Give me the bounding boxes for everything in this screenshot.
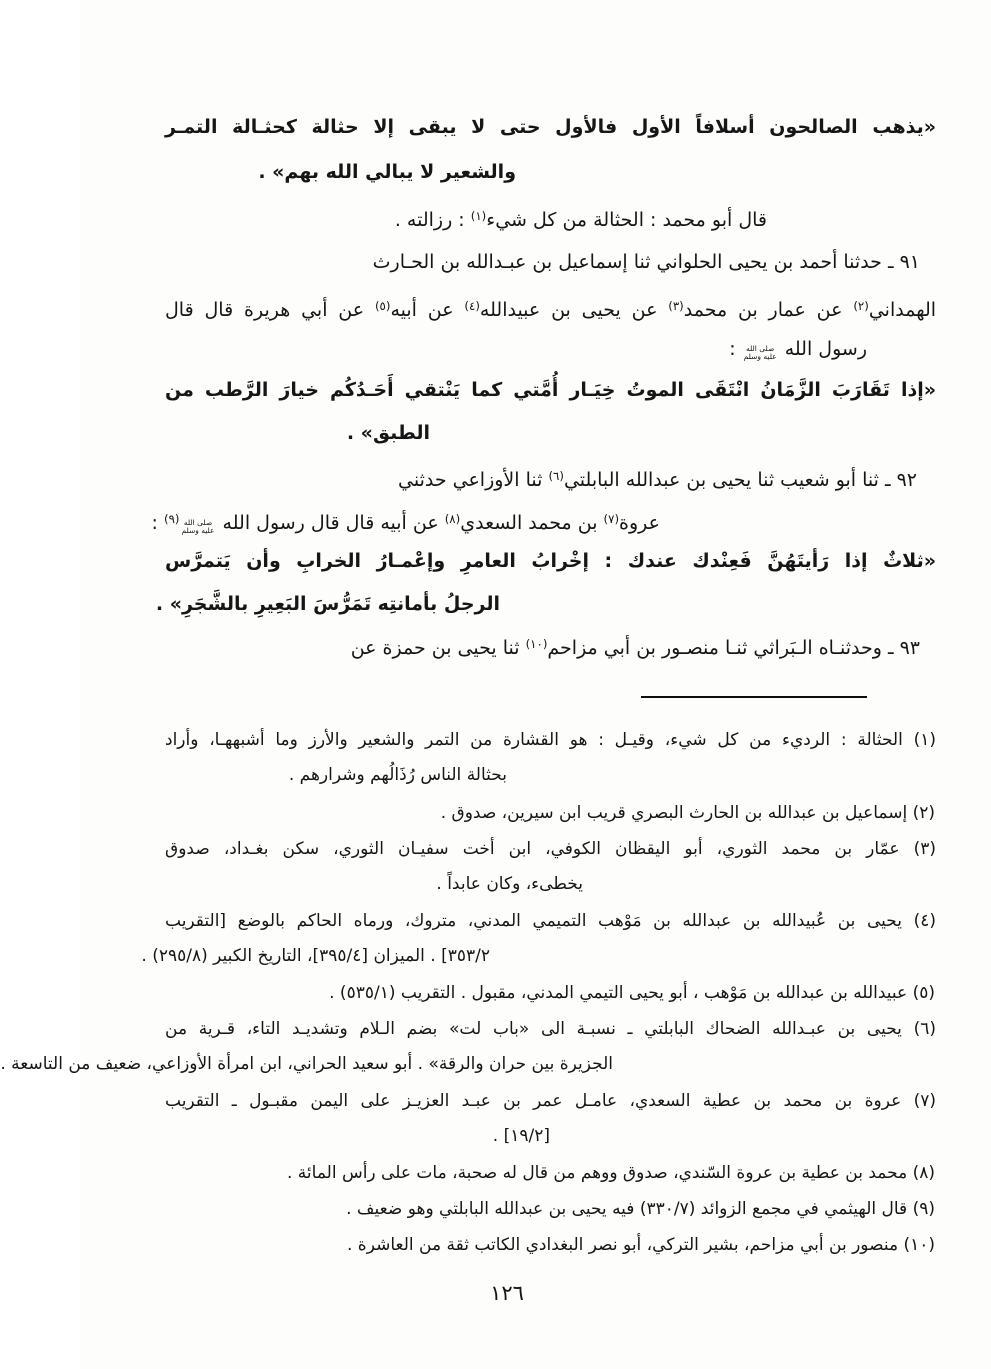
footnote-6-line-2: الجزيرة بين حران والرقة» . أبو سعيد الحراني، ابن امرأة الأوزاعي، ضعيف من التاسعة . xyxy=(0,1054,613,1074)
sallallahu-alayhi-wasallam-symbol: صلى الله عليه وسلم xyxy=(181,517,215,535)
hadith-91-isnad-line-1: ٩١ ـ حدثنا أحمد بن يحيى الحلواني ثنا إسماعيل بن عبـدالله بن الحـارث xyxy=(372,251,920,273)
author-comment: قال أبو محمد : الحثالة من كل شيء$^{(١)}$ : رزالته . xyxy=(394,208,767,231)
opening-quote-line-1: «يذهب الصالحون أسلافاً الأول فالأول حتى لا يبقى إلا حثالة كحثـالة التمـر xyxy=(165,116,936,138)
footnote-10: (١٠) منصور بن أبي مزاحم، بشير التركي، أبو نصر البغدادي الكاتب ثقة من العاشرة . xyxy=(347,1235,935,1255)
hadith-93-isnad-line-1: ٩٣ ـ وحدثنـاه الـبَراثي ثنـا منصـور بن أبي مزاحم$^{(١٠)}$ ثنا يحيى بن حمزة عن xyxy=(350,636,920,659)
hadith-91-matn-line-1: «إذا تَقَارَبَ الزَّمَانُ انْتَقَى الموتُ خِيَـار أُمَّتي كما يَنْتقي أَحَـدُكُم خيارَ الرَّطب من xyxy=(165,379,936,401)
opening-quote-line-2: والشعير لا يبالي الله بهم» . xyxy=(258,161,516,183)
footnote-1-line-2: بحثالة الناس رُذَالُهم وشرارهم . xyxy=(288,765,507,785)
hadith-92-isnad-line-1: ٩٢ ـ ثنا أبو شعيب ثنا يحيى بن عبدالله البابلتي$^{(٦)}$ ثنا الأوزاعي حدثني xyxy=(398,468,917,491)
hadith-91-isnad-line-2: الهمداني$^{(٢)}$ عن عمار بن محمد$^{(٣)}$ عن يحيى بن عبيدالله$^{(٤)}$ عن أبيه$^{(٥)}$ عن أبي هريرة قال قال xyxy=(165,298,937,321)
footnote-6-line-1: (٦) يحيى بن عبـدالله الضحاك البابلتي ـ نسبـة الى «باب لت» بضم الـلام وتشديـد التاء، قـرية من xyxy=(165,1019,936,1039)
page-number: ١٢٦ xyxy=(490,1281,524,1305)
footnote-separator xyxy=(641,696,867,698)
hadith-92-matn-line-2: الرجلُ بأمانتِه تَمَرُّسَ البَعِيرِ بالشَّجَرِ» . xyxy=(155,593,500,615)
footnote-3-line-1: (٣) عمّار بن محمد الثوري، أبو اليقظان الكوفي، ابن أخت سفيـان الثوري، سكن بغـداد، صدوق xyxy=(165,839,936,859)
hadith-91-matn-line-2: الطبق» . xyxy=(346,422,430,444)
hadith-92-isnad-line-2: عروة$^{(٧)}$ بن محمد السعدي$^{(٨)}$ عن أبيه قال قال رسول الله صلى الله عليه وسلم$^{(٩)}$ : xyxy=(151,511,660,535)
footnote-2: (٢) إسماعيل بن عبدالله بن الحارث البصري قريب ابن سيرين، صدوق . xyxy=(440,803,935,823)
footnote-5: (٥) عبيدالله بن عبدالله بن مَوْهب ، أبو يحيى التيمي المدني، مقبول . التقريب (٥٣٥/١) . xyxy=(329,983,935,1003)
hadith-91-isnad-line-3: رسول الله صلى الله عليه وسلم : xyxy=(729,338,867,361)
footnote-3-line-2: يخطىء، وكان عابداً . xyxy=(436,874,583,894)
footnote-8: (٨) محمد بن عطية بن عروة السّندي، صدوق ووهم من قال له صحبة، مات على رأس المائة . xyxy=(286,1163,935,1183)
footnote-4-line-1: (٤) يحيى بن عُبيدالله بن عبدالله بن مَوْهب التميمي المدني، متروك، ورماه الحاكم بالوضع [التقريب xyxy=(165,911,936,931)
footnote-4-line-2: ٣٥٣/٢] . الميزان [٣٩٥/٤]، التاريخ الكبير (٢٩٥/٨) . xyxy=(141,946,490,966)
footnote-7-line-1: (٧) عروة بن محمد بن عطية السعدي، عامـل عمر بن عبـد العزيـز على اليمن مقبـول ـ التقريب xyxy=(165,1091,936,1111)
footnote-1-line-1: (١) الحثالة : الرديء من كل شيء، وقيـل : هو القشارة من التمر والشعير والأرز وما أشبههـا، وأراد xyxy=(165,730,936,750)
hadith-92-matn-line-1: «ثلاثٌ إذا رَأيتَهُنَّ فَعِنْدك عندك : إخْرابُ العامرِ وإعْمـارُ الخرابِ وأن يَتمرَّس xyxy=(165,550,936,572)
sallallahu-alayhi-wasallam-symbol: صلى الله عليه وسلم xyxy=(743,343,777,361)
footnote-9: (٩) قال الهيثمي في مجمع الزوائد (٣٣٠/٧) فيه يحيى بن عبدالله البابلتي وهو ضعيف . xyxy=(346,1199,935,1219)
footnote-7-line-2: [١٩/٢] . xyxy=(492,1126,550,1146)
